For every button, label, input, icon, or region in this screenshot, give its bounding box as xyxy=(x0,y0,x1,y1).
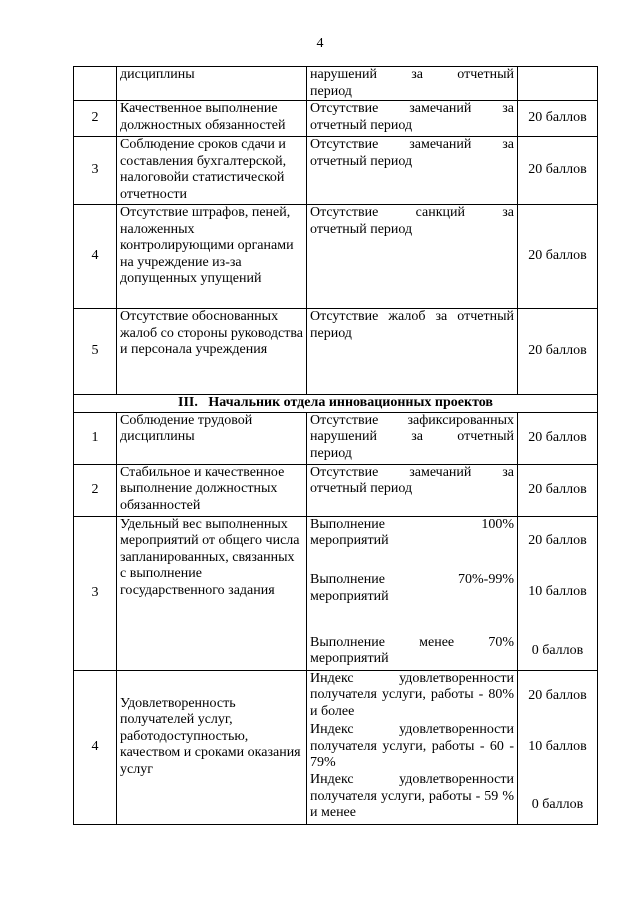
indicator-line: Отсутствие жалоб за отчетный xyxy=(310,309,514,324)
indicator-cell xyxy=(307,67,518,101)
indicator-line: мероприятий xyxy=(310,651,389,666)
indicator-cell xyxy=(307,464,518,516)
indicator-cell xyxy=(307,412,518,464)
table-row xyxy=(74,205,598,309)
table-row xyxy=(74,516,598,566)
table-row xyxy=(74,137,598,205)
indicator-line: Отсутствие замечаний за xyxy=(310,101,514,116)
criteria-table xyxy=(73,66,598,825)
row-number: 2 xyxy=(74,101,117,137)
points-cell: 20 баллов xyxy=(518,412,598,464)
criterion-cell: Стабильное и качественное выполнение должностных обязанностей xyxy=(117,464,307,516)
row-number xyxy=(74,67,117,101)
table-row xyxy=(74,101,598,137)
row-number: 4 xyxy=(74,670,117,824)
points-cell: 20 баллов xyxy=(518,205,598,309)
indicator-line: Выполнение менее 70% xyxy=(310,634,514,650)
indicator-line: мероприятий xyxy=(310,533,389,548)
row-number: 3 xyxy=(74,516,117,670)
indicator-cell xyxy=(307,205,518,309)
indicator-line: отчетный период xyxy=(310,117,413,133)
indicator-line: Выполнение 100% xyxy=(310,516,514,532)
table-row xyxy=(74,464,598,516)
indicator-cell xyxy=(307,101,518,137)
indicator-line: период xyxy=(310,325,352,341)
criterion-cell: Соблюдение трудовой дисциплины xyxy=(117,412,307,464)
row-number: 3 xyxy=(74,137,117,205)
points-cell: 0 баллов xyxy=(518,618,598,670)
indicator-cell xyxy=(307,618,518,670)
section-title: III. Начальник отдела инновационных проектов xyxy=(74,395,598,413)
indicator-line: нарушений за отчетный xyxy=(310,67,514,82)
criterion-cell: Отсутствие штрафов, пеней, наложенных контролирующими органами на учреждение из-за допущенных упущений xyxy=(117,205,307,309)
indicator-cell xyxy=(307,137,518,205)
criterion-cell: Качественное выполнение должностных обязанностей xyxy=(117,101,307,137)
criterion-cell: Соблюдение сроков сдачи и составления бухгалтерской, налоговойи статистической отчетности xyxy=(117,137,307,205)
indicator-line: отчетный период xyxy=(310,221,413,237)
table-row xyxy=(74,309,598,395)
row-number: 4 xyxy=(74,205,117,309)
criterion-cell: дисциплины xyxy=(117,67,307,101)
indicator-line: Отсутствие замечаний за xyxy=(310,137,514,152)
indicator-line: Отсутствие санкций за xyxy=(310,205,514,220)
points-cell xyxy=(518,67,598,101)
indicator-line: отчетный период xyxy=(310,481,413,496)
section-row xyxy=(74,395,598,413)
criterion-cell: Удовлетворенность получателей услуг, работодоступностью, качеством и сроками оказания услуг xyxy=(117,670,307,824)
indicator-cell xyxy=(307,516,518,566)
indicator-line: Отсутствие замечаний за xyxy=(310,464,514,480)
indicator-line: период xyxy=(310,83,352,99)
row-number: 2 xyxy=(74,464,117,516)
table-row xyxy=(74,670,598,722)
indicator-line: мероприятий xyxy=(310,588,389,604)
points-cell: 20 баллов xyxy=(518,101,598,137)
points-cell: 10 баллов xyxy=(518,566,598,618)
points-cell: 0 баллов xyxy=(518,772,598,824)
indicator-line: Отсутствие зафиксированных нарушений за отчетный xyxy=(310,412,514,444)
points-cell: 20 баллов xyxy=(518,309,598,395)
page-number: 4 xyxy=(316,36,324,51)
indicator-line: отчетный период xyxy=(310,153,413,169)
criterion-cell: Удельный вес выполненных мероприятий от общего числа запланированных, связанных с выполнение государственного задания xyxy=(117,516,307,670)
row-number: 1 xyxy=(74,412,117,464)
indicator-cell: Индекс удовлетворенности получателя услуги, работы - 59 % и менее xyxy=(307,772,518,824)
indicator-cell: Индекс удовлетворенности получателя услуги, работы - 60 - 79% xyxy=(307,722,518,772)
table-row xyxy=(74,412,598,464)
table-row xyxy=(74,67,598,101)
points-cell: 20 баллов xyxy=(518,516,598,566)
indicator-line: период xyxy=(310,445,352,461)
criterion-cell: Отсутствие обоснованных жалоб со стороны руководства и персонала учреждения xyxy=(117,309,307,395)
points-cell: 20 баллов xyxy=(518,137,598,205)
indicator-line: Выполнение 70%-99% xyxy=(310,572,514,587)
indicator-cell xyxy=(307,566,518,618)
points-cell: 10 баллов xyxy=(518,722,598,772)
row-number: 5 xyxy=(74,309,117,395)
points-cell: 20 баллов xyxy=(518,464,598,516)
indicator-cell xyxy=(307,309,518,395)
points-cell: 20 баллов xyxy=(518,670,598,722)
indicator-cell: Индекс удовлетворенности получателя услуги, работы - 80% и более xyxy=(307,670,518,722)
